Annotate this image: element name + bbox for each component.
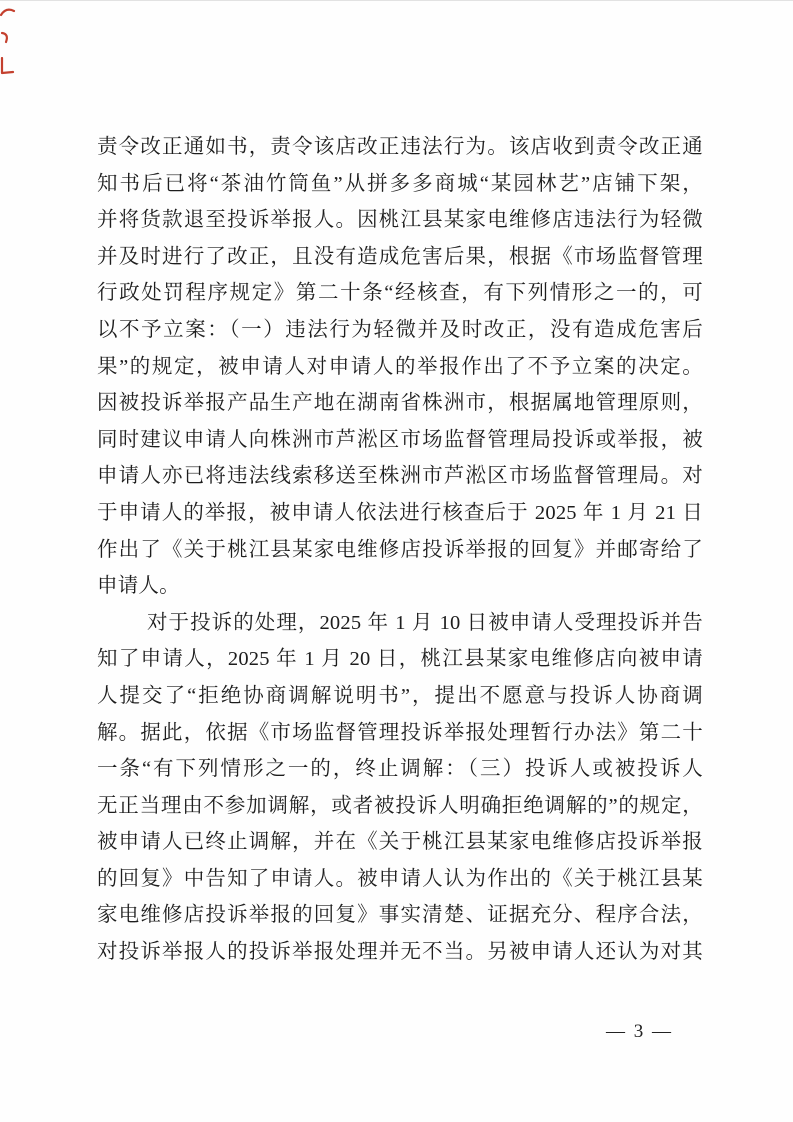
text-line: 解。据此，依据《市场监督管理投诉举报处理暂行办法》第二十 — [97, 721, 703, 744]
text-line: 的回复》中告知了申请人。被申请人认为作出的《关于桃江县某 — [97, 867, 703, 890]
text-line: 被申请人已终止调解，并在《关于桃江县某家电维修店投诉举报 — [97, 831, 703, 854]
red-pen-stroke-icon — [0, 5, 18, 19]
text-line: 对投诉举报人的投诉举报处理并无不当。另被申请人还认为对其 — [97, 941, 703, 964]
text-line: 于申请人的举报，被申请人依法进行核查后于 2025 年 1 月 21 日 — [97, 501, 703, 524]
text-line: 家电维修店投诉举报的回复》事实清楚、证据充分、程序合法， — [97, 904, 703, 927]
text-line: 申请人。 — [97, 575, 180, 598]
text-line: 并及时进行了改正，且没有造成危害后果，根据《市场监督管理 — [97, 245, 703, 268]
text-line: 知书后已将“茶油竹筒鱼”从拼多多商城“某园林艺”店铺下架， — [97, 172, 703, 195]
text-line: 行政处罚程序规定》第二十条“经核查，有下列情形之一的，可 — [97, 282, 703, 305]
red-pen-stroke-icon — [0, 57, 16, 77]
text-line-paragraph-start: 对于投诉的处理，2025 年 1 月 10 日被申请人受理投诉并告 — [147, 611, 703, 634]
text-line: 申请人亦已将违法线索移送至株洲市芦淞区市场监督管理局。对 — [97, 465, 703, 488]
text-line: 知了申请人，2025 年 1 月 20 日，桃江县某家电维修店向被申请 — [97, 648, 703, 671]
text-line: 果”的规定，被申请人对申请人的举报作出了不予立案的决定。 — [97, 355, 703, 378]
red-pen-stroke-icon — [0, 31, 14, 45]
text-line: 责令改正通如书，责令该店改正违法行为。该店收到责令改正通 — [97, 136, 703, 158]
text-line: 同时建议申请人向株洲市芦淞区市场监督管理局投诉或举报，被 — [97, 428, 703, 451]
document-body — [97, 129, 703, 971]
text-line: 人提交了“拒绝协商调解说明书”，提出不愿意与投诉人协商调 — [97, 684, 703, 707]
text-line: 因被投诉举报产品生产地在湖南省株洲市，根据属地管理原则， — [97, 392, 703, 415]
page-number: — 3 — — [606, 1021, 673, 1042]
text-line: 一条“有下列情形之一的，终止调解：（三）投诉人或被投诉人 — [97, 758, 703, 781]
text-line: 作出了《关于桃江县某家电维修店投诉举报的回复》并邮寄给了 — [97, 538, 703, 561]
text-line: 并将货款退至投诉举报人。因桃江县某家电维修店违法行为轻微 — [97, 209, 703, 232]
text-line: 以不予立案：（一）违法行为轻微并及时改正，没有造成危害后 — [97, 318, 703, 341]
text-line: 无正当理由不参加调解，或者被投诉人明确拒绝调解的”的规定， — [97, 794, 703, 817]
red-ink-marks — [0, 5, 24, 85]
